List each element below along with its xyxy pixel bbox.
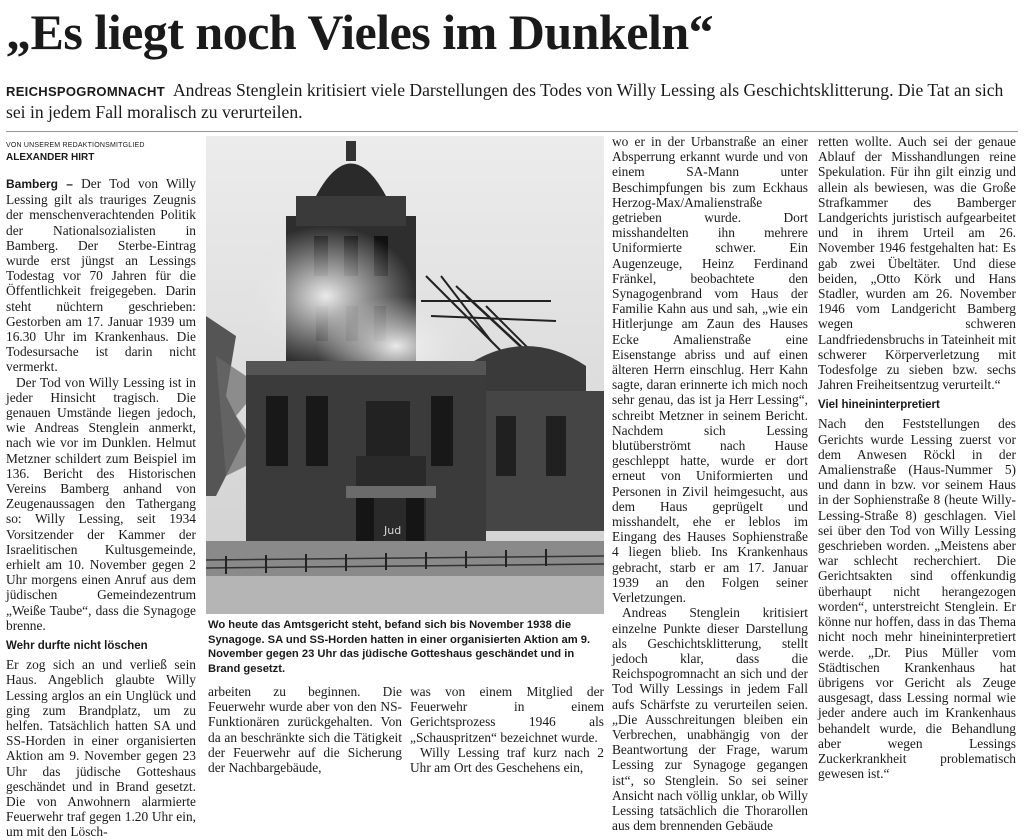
paragraph: retten wollte. Auch sei der genaue Ablauf der Misshandlungen reine Spekulation. Für ihn gilt einzig und allein als bewiesen, was die Große Strafkammer des Bamberger Landgerichts juristisch aufgearbeitet und in ihrem Urteil am 26. November 1946 festgehalten hat: Es gab zwei Übeltäter. Und diese beiden, „Otto Körk und Hans Stadler, wurden am 26. November 1946 vom Landgericht Bamberg wegen schweren Landfriedensbruchs in Tateinheit mit schwerer Körperverletzung mit Todesfolge zu sieben bzw. sechs Jahren Freiheitsentzug verurteilt.“ (818, 134, 1016, 393)
paragraph: arbeiten zu beginnen. Die Feuerwehr wurde aber von den NS-Funktionären zurückgehalten. Von da an beschränkte sich die Tätigkeit der Feuerwehr auf die Sicherung der Nachbargebäude, (208, 684, 402, 776)
headline: „Es liegt noch Vieles im Dunkeln“ (6, 4, 714, 60)
paragraph: Andreas Stenglein kritisiert einzelne Punkte dieser Darstellung als Geschichtsklitterung, stellt jedoch klar, dass die Reichspogromnacht an sich und der Tod Willy Lessings in jedem Fall aufs Schärfste zu verurteilen seien. „Die Ausschreitungen bleiben ein Verbrechen, unabhängig von der Beantwortung der Frage, warum Lessing zur Synagoge gegangen ist“, so Stenglein. So sei seiner Ansicht nach völlig unklar, ob Willy Lessing tatsächlich die Thorarollen aus dem brennenden Gebäude (612, 605, 808, 834)
paragraph-text: Der Tod von Willy Lessing gilt als trauriges Zeugnis der menschenverachtenden Politik der Nationalsozialisten in Bamberg. Der Sterbe-Eintrag wurde erst jüngst an Lessings Todestag vor 70 Jahren für die Öffentlichkeit freigegeben. Darin steht nüchtern geschrieben: Gestorben am 17. Januar 1939 um 16.30 Uhr im Krankenhaus. Die Todesursache ist darin nicht vermerkt. (6, 176, 196, 375)
photo-caption: Wo heute das Amtsgericht steht, befand sich bis November 1938 die Synagoge. SA und SS-Horden hatten in einer organisierten Aktion am 9. November gegen 23 Uhr das jüdische Gotteshaus geschändet und in Brand gesetzt. (208, 619, 591, 675)
column-5 (818, 134, 1016, 781)
dateline: Bamberg – (6, 177, 73, 191)
column-3 (410, 684, 604, 775)
column-1 (6, 176, 196, 840)
paragraph: Der Tod von Willy Lessing ist in jeder Hinsicht tragisch. Die genauen Umstände liegen jedoch, wie Andreas Stenglein anmerkt, nach wie vor im Dunklen. Helmut Metzner schildert zum Beispiel im 136. Bericht des Historischen Vereins Bamberg anhand von Zeugenaussagen den Tathergang so: Willy Lessing, seit 1934 Vorsitzender der Kammer der Israelitischen Kultusgemeinde, erhielt am 10. November gegen 2 Uhr morgens einen Anruf aus dem jüdischen Gemeindezentrum „Weiße Taube“, dass die Synagoge brenne. (6, 374, 196, 633)
photo-graffiti: Jud (384, 524, 402, 537)
synagogue-photo (206, 136, 604, 614)
byline-prefix: VON UNSEREM REDAKTIONSMITGLIED (6, 142, 145, 149)
deck-kicker: REICHSPOGROMNACHT (6, 84, 165, 99)
paragraph: Willy Lessing traf kurz nach 2 Uhr am Ort des Geschehens ein, (410, 744, 604, 776)
paragraph: Nach den Feststellungen des Gerichts wurde Lessing zuerst vor dem Anwesen Röckl in der Amalienstraße (Haus-Nummer 5) und dann in bzw. vor seinem Haus in der Sophienstraße 8 (heute Willy-Lessing-Straße 8) geschlagen. Viel sei über den Tod von Willy Lessing geschrieben worden. „Meistens aber war schlecht recherchiert. Die Gerichtsakten sind offenkundig überhaupt nicht herangezogen worden“, unterstreicht Stenglein. Er könne nur hoffen, dass in das Thema nicht noch mehr hineininterpretiert werde. „Dr. Pius Müller vom Städtischen Krankenhaus hat übrigens vor Gericht als Zeuge ausgesagt, dass Lessing normal wie jeder andere auch im Krankenhaus behandelt wurde, die Behandlung aber wegen Lessings Zuckerkrankheit problematisch gewesen ist.“ (818, 416, 1016, 782)
paragraph: wo er in der Urbanstraße an einer Absperrung erkannt wurde und von einem SA-Mann unter Beschimpfungen bis zum Eckhaus Herzog-Max/Amalienstraße getrieben wurde. Dort misshandelten ihn mehrere Uniformierte schwer. Ein Augenzeuge, Heinz Ferdinand Fränkel, beobachtete den Synagogenbrand vom Haus der Familie Kahn aus und sah, „wie ein Hitlerjunge am Zaun des Hauses Ecke Amalienstraße eine Eisenstange abriss und auf einen älteren Herrn einschlug. Herr Kahn sagte, daran erinnerte ich mich noch sehr genau, das ist ja Herr Lessing“, schreibt Metzner in seinem Bericht. Nachdem sich Lessing blutüberströmt nach Hause geschleppt hatte, wurde er dort erneut von Uniformierten und Personen in Zivil heimgesucht, aus dem Haus geprügelt und misshandelt, ehe er leblos im Eingang des Hauses Sophienstraße 4 liegen blieb. Ins Krankenhaus gebracht, starb er am 17. Januar 1939 an den Folgen seiner Verletzungen. (612, 134, 808, 606)
byline-author: ALEXANDER HIRT (6, 152, 95, 163)
divider-rule (6, 131, 1018, 132)
paragraph: was von einem Mitglied der Feuerwehr in einem Gerichtsprozess 1946 als „Schauspritzen“ bezeichnet wurde. (410, 684, 604, 745)
paragraph: Er zog sich an und verließ sein Haus. Angeblich glaubte Willy Lessing arglos an ein Unglück und ging zum Brandplatz, um zu helfen. Tatsächlich hatten SA und SS-Horden in einer organisierten Aktion am 9. November gegen 23 Uhr das jüdische Gotteshaus geschändet und in Brand gesetzt. Die von Anwohnern alarmierte Feuerwehr traf gegen 1.20 Uhr ein, um mit den Lösch- (6, 657, 196, 840)
subheading: Viel hineininterpretiert (818, 399, 940, 412)
photo-image (206, 136, 604, 614)
column-2 (208, 684, 402, 775)
subheading: Wehr durfte nicht löschen (6, 640, 148, 653)
paragraph (6, 176, 196, 375)
column-4 (612, 134, 808, 833)
article-deck (6, 80, 1018, 123)
deck-text: Andreas Stenglein kritisiert viele Darstellungen des Todes von Willy Lessing als Geschichtsklitterung. Die Tat an sich sei in jedem Fall moralisch zu verurteilen. (6, 80, 1004, 122)
